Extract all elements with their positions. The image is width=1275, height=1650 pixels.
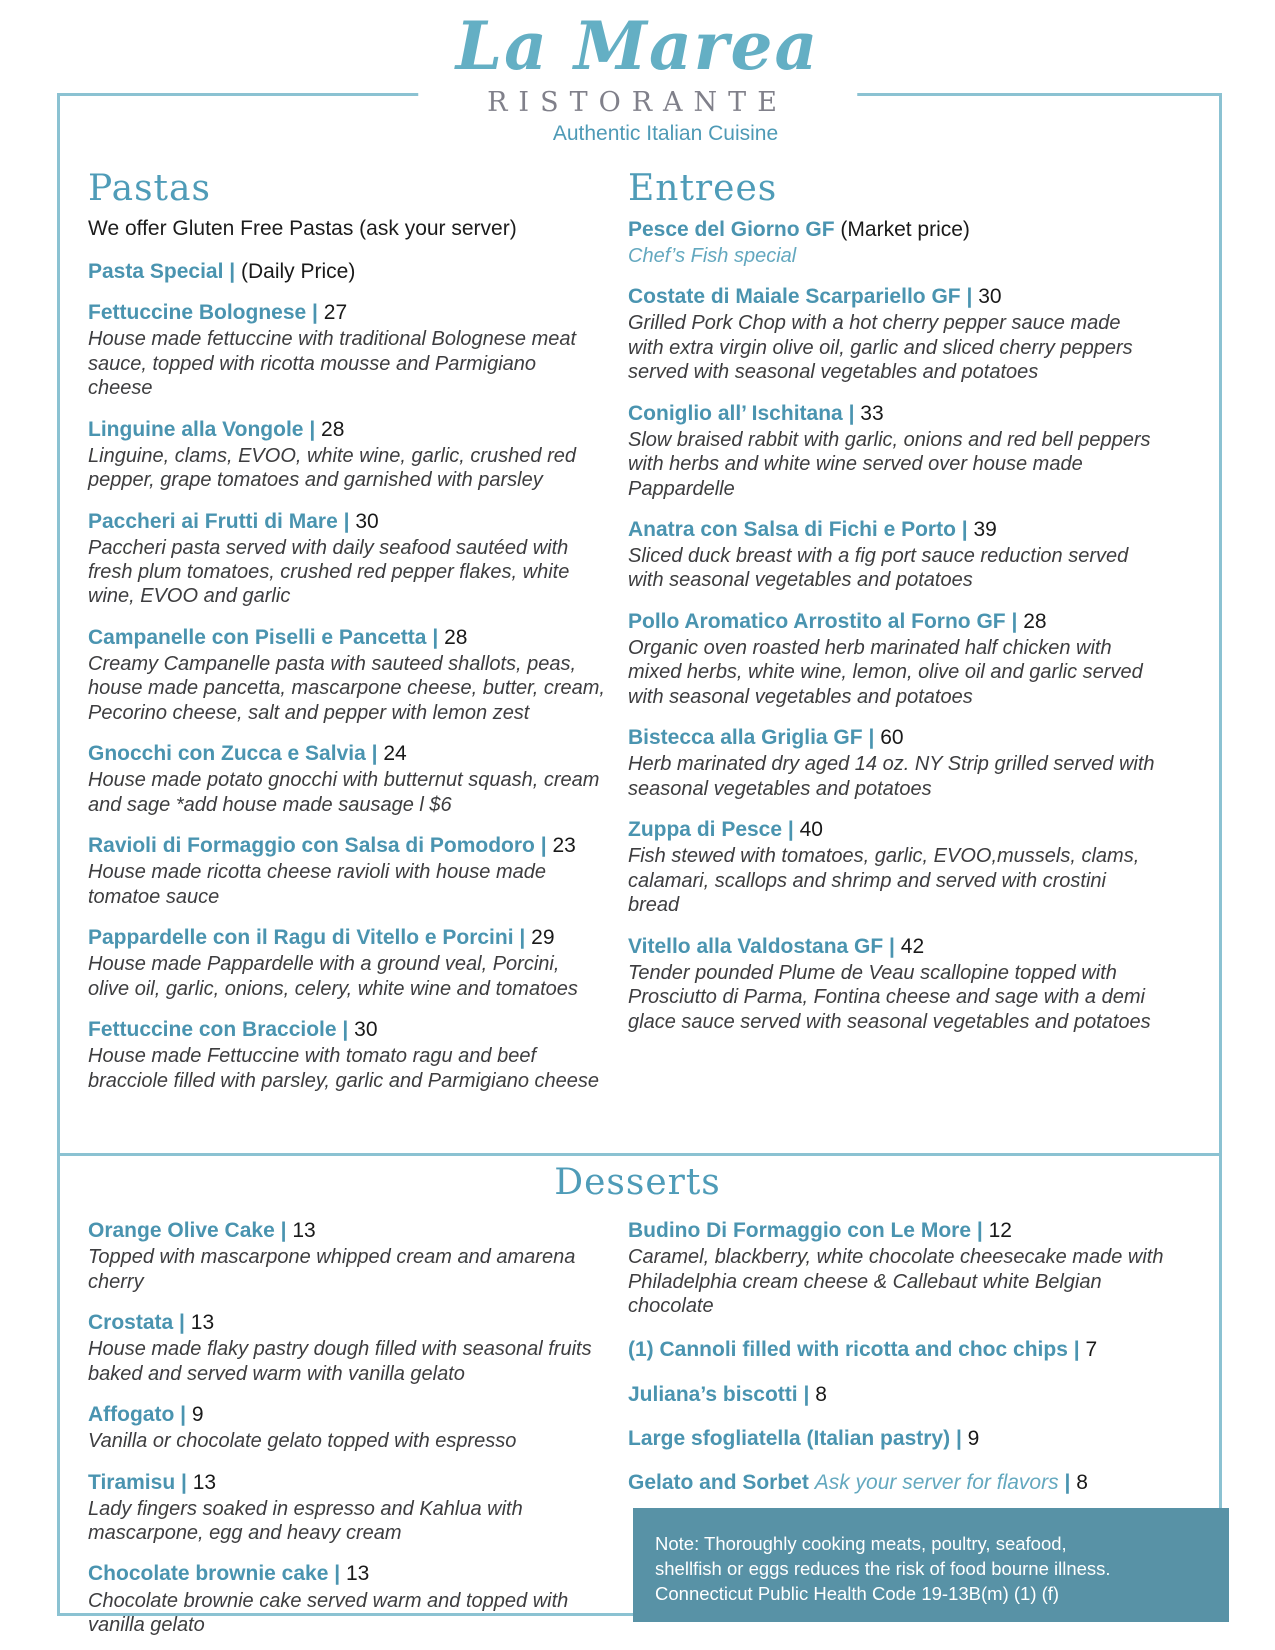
menu-item-head — [88, 741, 605, 766]
menu-item-description: Caramel, blackberry, white chocolate cheesecake made with Philadelphia cream cheese & Callebaut white Belgian chocolate — [628, 1246, 1164, 1317]
price-separator: | — [966, 285, 973, 309]
menu-item — [628, 725, 1158, 801]
menu-item-head — [88, 1470, 605, 1495]
menu-item-head — [628, 401, 1158, 426]
menu-item-name: Orange Olive Cake — [88, 1219, 275, 1242]
menu-item-head — [88, 1310, 605, 1335]
menu-item-head — [88, 300, 605, 325]
health-code-note-line: Note: Thoroughly cooking meats, poultry, seafood, — [655, 1533, 1067, 1554]
price-separator: | — [280, 1219, 287, 1242]
menu-item-name: Fettuccine Bolognese — [88, 301, 307, 325]
price-separator: | — [334, 1562, 341, 1586]
menu-item-price: 60 — [880, 726, 904, 750]
desserts-divider-line — [57, 1153, 1222, 1156]
menu-item-description: House made fettuccine with traditional Bolognese meat sauce, topped with ricotta mousse and Parmigiano cheese — [88, 328, 577, 400]
menu-item-description: House made flaky pastry dough filled with seasonal fruits baked and served warm with vanilla gelato — [88, 1338, 592, 1385]
price-separator: | — [955, 1426, 962, 1450]
menu-item-head — [88, 509, 605, 534]
menu-item-description: Grilled Pork Chop with a hot cherry pepper sauce made with extra virgin olive oil, garlic and sliced cherry peppers served with seasonal vegetables and potatoes — [628, 312, 1133, 384]
menu-item-head — [628, 1218, 1173, 1243]
section-title-pastas: Pastas — [88, 168, 211, 209]
menu-item-price: 27 — [323, 301, 348, 325]
menu-item — [88, 1561, 605, 1637]
menu-item-price: (Daily Price) — [241, 260, 356, 283]
menu-item-price: 13 — [190, 1310, 215, 1334]
menu-item-head — [628, 284, 1158, 309]
menu-item-head — [88, 833, 605, 858]
menu-item-head — [88, 259, 605, 284]
menu-item-head — [628, 725, 1158, 750]
logo-tagline: Authentic Italian Cuisine — [552, 122, 779, 146]
menu-item-name: (1) Cannoli filled with ricotta and choc chips — [628, 1338, 1068, 1362]
menu-item — [88, 833, 605, 909]
price-separator: | — [371, 742, 378, 766]
menu-item-description: Lady fingers soaked in espresso and Kahlua with mascarpone, egg and heavy cream — [88, 1497, 523, 1545]
menu-item-head — [88, 925, 605, 950]
logo-ristorante-text: RISTORANTE — [487, 87, 788, 119]
menu-item-price: 40 — [799, 818, 823, 842]
menu-item-description: Topped with mascarpone whipped cream and amarena cherry — [88, 1246, 576, 1293]
menu-item-price: 8 — [1076, 1470, 1088, 1494]
menu-item — [88, 509, 605, 609]
menu-item-description: House made Fettuccine with tomato ragu and beef bracciole filled with parsley, garlic and Parmigiano cheese — [88, 1045, 599, 1092]
menu-item-name: Anatra con Salsa di Fichi e Porto — [628, 517, 956, 541]
price-separator: | — [312, 301, 318, 325]
menu-item — [628, 1337, 1173, 1362]
menu-item-name: Zuppa di Pesce — [628, 818, 788, 842]
menu-item-description: Linguine, clams, EVOO, white wine, garlic, crushed red pepper, grape tomatoes and garnished with parsley — [88, 444, 576, 492]
menu-item — [88, 1310, 605, 1386]
menu-item — [628, 609, 1158, 709]
price-separator: | — [181, 1470, 187, 1494]
restaurant-logo — [418, 7, 858, 146]
menu-item-price: 13 — [192, 1470, 217, 1494]
price-separator: | — [343, 509, 350, 533]
menu-item — [88, 625, 605, 725]
menu-item-name: Pesce del Giorno GF — [628, 218, 835, 241]
menu-item-name: Coniglio all’ Ischitana — [628, 401, 843, 425]
price-separator: | — [540, 834, 547, 858]
menu-item-head — [628, 1470, 1173, 1495]
menu-item-name: Tiramisu — [88, 1470, 176, 1494]
desserts-right-item-list — [628, 1218, 1173, 1495]
menu-item-price: 24 — [383, 742, 407, 766]
menu-item-name: Campanelle con Piselli e Pancetta — [88, 625, 427, 649]
price-separator: | — [803, 1382, 810, 1406]
menu-item-head — [88, 625, 605, 650]
menu-item-name: Linguine alla Vongole — [88, 417, 304, 441]
menu-item-price: 33 — [860, 401, 884, 425]
pastas-column — [88, 168, 605, 1109]
menu-item-price: 9 — [967, 1426, 980, 1450]
menu-item-price: 42 — [900, 934, 925, 958]
menu-item-description: Slow braised rabbit with garlic, onions and red bell peppers with herbs and white wine served over house made Pappardelle — [628, 428, 1151, 500]
price-separator: | — [961, 517, 968, 541]
section-title-desserts: Desserts — [554, 1162, 721, 1203]
price-separator: | — [976, 1219, 983, 1242]
menu-item-price: 39 — [973, 517, 997, 541]
entrees-item-list — [628, 217, 1158, 1034]
price-separator: | — [432, 625, 439, 649]
menu-item-head — [628, 217, 1158, 242]
menu-item — [628, 1218, 1173, 1318]
menu-item — [88, 259, 605, 284]
menu-item-description: Creamy Campanelle pasta with sauteed shallots, peas, house made pancetta, mascarpone cheese, butter, cream, Pecorino cheese, salt and pepper with lemon zest — [88, 653, 605, 724]
price-separator: | — [229, 260, 236, 283]
menu-item-name: Bistecca alla Griglia GF — [628, 726, 863, 750]
price-separator: | — [1011, 609, 1018, 633]
menu-item-subtitle: Chef’s Fish special — [628, 245, 797, 268]
price-separator: | — [868, 726, 875, 750]
menu-item-description: Paccheri pasta served with daily seafood sautéed with fresh plum tomatoes, crushed red pepper flakes, white wine, EVOO and garlic — [88, 536, 570, 608]
menu-item — [88, 1017, 605, 1093]
menu-item-price: 28 — [1023, 609, 1047, 633]
menu-item — [628, 217, 1158, 268]
menu-item-name: Vitello alla Valdostana GF — [628, 934, 884, 958]
menu-item-head — [88, 1017, 605, 1042]
menu-item-price: 23 — [552, 834, 576, 858]
menu-item-head — [88, 417, 605, 442]
menu-item — [88, 1470, 605, 1546]
menu-item-name: Fettuccine con Bracciole — [88, 1018, 337, 1042]
price-separator: | — [519, 926, 526, 950]
menu-item-name: Juliana’s biscotti — [628, 1382, 798, 1406]
price-separator: | — [848, 401, 855, 425]
health-code-note-box — [633, 1508, 1229, 1622]
desserts-left-column — [88, 1218, 605, 1650]
menu-item — [88, 300, 605, 400]
menu-item-price: 30 — [354, 1018, 378, 1042]
menu-item-price: 30 — [978, 285, 1002, 309]
health-code-note-line: Connecticut Public Health Code 19-13B(m) (1) (f) — [655, 1582, 1060, 1604]
desserts-right-column — [628, 1218, 1173, 1514]
menu-item-name: Pappardelle con il Ragu di Vitello e Porcini — [88, 926, 514, 950]
menu-item-head — [628, 934, 1158, 959]
menu-item-head — [88, 1561, 605, 1586]
menu-item — [88, 741, 605, 817]
menu-item-name: Gelato and Sorbet — [628, 1470, 809, 1494]
menu-item-description: Chocolate brownie cake served warm and topped with vanilla gelato — [88, 1589, 569, 1637]
menu-item-tail-note: Ask your server for flavors — [814, 1470, 1059, 1494]
menu-item — [628, 1382, 1173, 1407]
menu-item-head — [628, 1426, 1173, 1451]
price-separator: | — [889, 934, 895, 958]
price-separator: | — [309, 417, 316, 441]
menu-item-price: (Market price) — [840, 218, 970, 241]
menu-item-description: Vanilla or chocolate gelato topped with espresso — [88, 1430, 517, 1453]
gluten-free-note: We offer Gluten Free Pastas (ask your server) — [88, 217, 517, 240]
menu-item-name: Pasta Special — [88, 260, 224, 283]
menu-item-head — [628, 609, 1158, 634]
menu-item-price: 13 — [292, 1219, 316, 1242]
menu-item — [88, 1218, 605, 1294]
menu-item — [88, 1402, 605, 1454]
menu-item — [628, 1470, 1173, 1495]
menu-item — [88, 417, 605, 493]
section-title-entrees: Entrees — [628, 168, 778, 209]
menu-item-name: Paccheri ai Frutti di Mare — [88, 509, 338, 533]
menu-item-head — [88, 1218, 605, 1243]
menu-item-description: Organic oven roasted herb marinated half chicken with mixed herbs, white wine, lemon, olive oil and garlic served with seasonal vegetables and potatoes — [628, 637, 1143, 708]
price-separator: | — [1073, 1338, 1080, 1362]
menu-item — [628, 934, 1158, 1034]
menu-item-description: Fish stewed with tomatoes, garlic, EVOO,mussels, clams, calamari, scallops and shrimp and served with crostini bread — [628, 845, 1140, 917]
menu-item-name: Chocolate brownie cake — [88, 1562, 329, 1586]
pastas-item-list — [88, 259, 605, 1093]
menu-item — [88, 925, 605, 1001]
menu-item-description: Sliced duck breast with a fig port sauce reduction served with seasonal vegetables and potatoes — [628, 545, 1129, 592]
menu-item-name: Crostata — [88, 1310, 174, 1334]
menu-item-price: 9 — [191, 1402, 204, 1426]
menu-item-price: 28 — [321, 417, 345, 441]
menu-item — [628, 517, 1158, 593]
menu-item-name: Gnocchi con Zucca e Salvia — [88, 742, 366, 766]
price-separator: | — [179, 1310, 185, 1334]
menu-item-description: Tender pounded Plume de Veau scallopine topped with Prosciutto di Parma, Fontina cheese and sage with a demi glace sauce served with seasonal vegetables and potatoes — [628, 961, 1151, 1033]
menu-item-price: 12 — [988, 1219, 1012, 1242]
menu-item-name: Pollo Aromatico Arrostito al Forno GF — [628, 609, 1006, 633]
menu-item — [628, 284, 1158, 384]
menu-item-name: Ravioli di Formaggio con Salsa di Pomodoro — [88, 834, 535, 858]
logo-script-text: La Marea — [455, 7, 820, 85]
menu-item-name: Affogato — [88, 1402, 175, 1426]
price-separator: | — [342, 1018, 349, 1042]
menu-item-description: House made ricotta cheese ravioli with house made tomatoe sauce — [88, 861, 547, 908]
entrees-column — [628, 168, 1158, 1050]
menu-item-price: 30 — [355, 509, 379, 533]
menu-item-name: Budino Di Formaggio con Le More — [628, 1219, 971, 1242]
menu-item — [628, 817, 1158, 917]
menu-item-head — [628, 1382, 1173, 1407]
menu-item — [628, 1426, 1173, 1451]
health-code-note-line: shellfish or eggs reduces the risk of food bourne illness. — [655, 1557, 1111, 1579]
menu-item-head — [628, 1337, 1173, 1362]
menu-item-description: House made potato gnocchi with butternut squash, cream and sage *add house made sausage l $6 — [88, 769, 600, 816]
menu-item-description: House made Pappardelle with a ground veal, Porcini, olive oil, garlic, onions, celery, white wine and tomatoes — [88, 953, 578, 1000]
menu-item-name: Costate di Maiale Scarpariello GF — [628, 285, 961, 309]
menu-item-price: 7 — [1085, 1338, 1098, 1362]
menu-item-head — [88, 1402, 605, 1427]
menu-item-price: 13 — [345, 1562, 370, 1586]
menu-item — [628, 401, 1158, 501]
desserts-left-item-list — [88, 1218, 605, 1637]
price-separator: | — [1064, 1470, 1071, 1494]
menu-item-price: 28 — [444, 625, 468, 649]
menu-item-price: 29 — [531, 926, 555, 950]
price-separator: | — [787, 818, 794, 842]
menu-item-price: 8 — [815, 1382, 827, 1406]
menu-item-head — [628, 517, 1158, 542]
menu-item-head — [628, 817, 1158, 842]
menu-item-description: Herb marinated dry aged 14 oz. NY Strip grilled served with seasonal vegetables and potatoes — [628, 753, 1155, 800]
price-separator: | — [180, 1402, 187, 1426]
menu-item-name: Large sfogliatella (Italian pastry) — [628, 1426, 951, 1450]
